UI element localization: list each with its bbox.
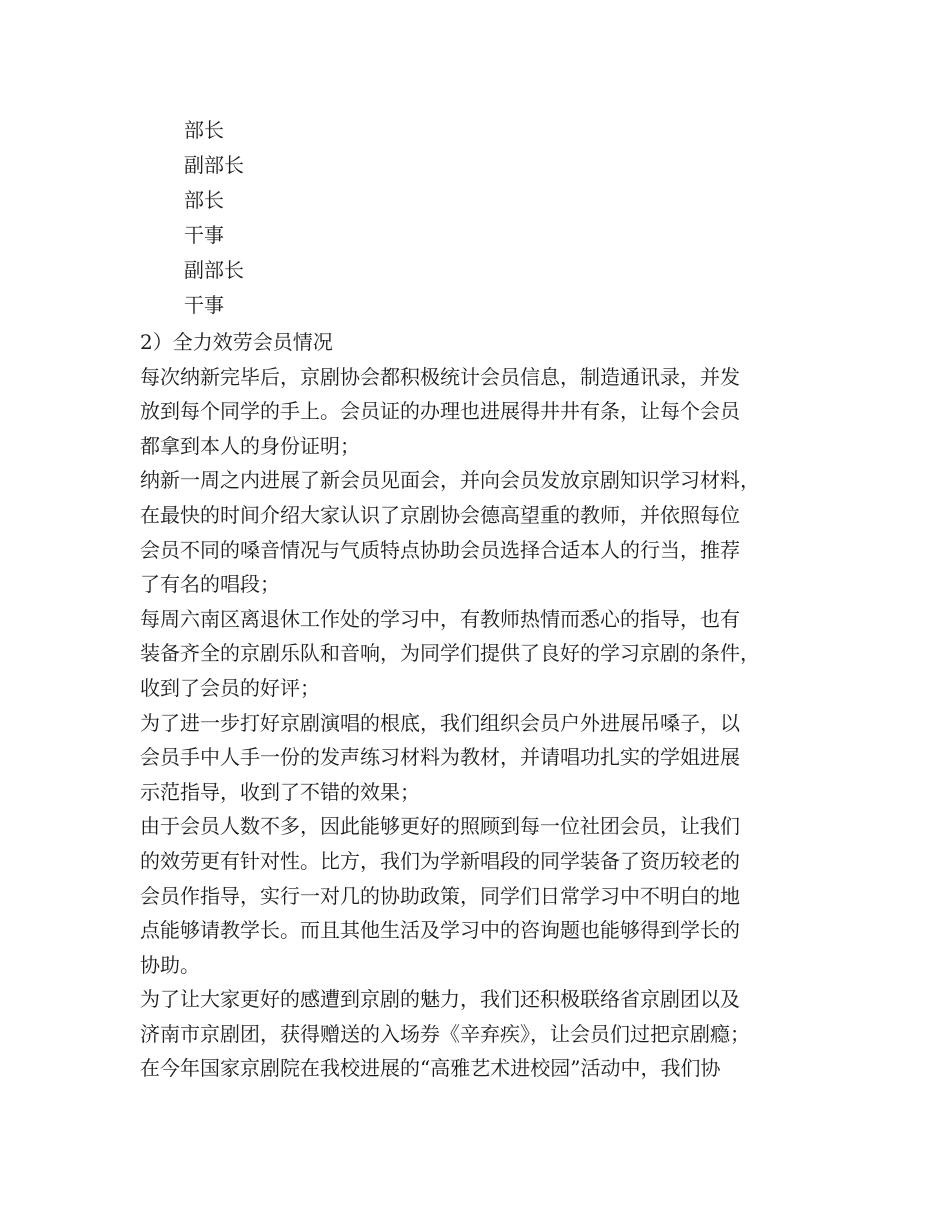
role-list: [184, 113, 244, 323]
role-item: 部长: [184, 118, 224, 142]
text-line: 每周六南区离退休工作处的学习中，有教师热情而悉心的指导，也有: [140, 606, 740, 631]
text-line: 装备齐全的京剧乐队和音响，为同学们提供了良好的学习京剧的条件，: [140, 641, 760, 666]
text-line: 每次纳新完毕后，京剧协会都积极统计会员信息，制造通讯录，并发: [140, 364, 740, 389]
paragraph-4: [140, 706, 820, 810]
text-line: 在今年国家京剧院在我校进展的“高雅艺术进校园”活动中，我们协: [140, 1056, 721, 1081]
text-line: 放到每个同学的手上。会员证的办理也进展得井井有条，让每个会员: [140, 399, 740, 424]
paragraph-1: [140, 360, 820, 464]
text-line: 会员不同的嗓音情况与气质特点协助会员选择合适本人的行当，推荐: [140, 537, 740, 562]
text-line: 由于会员人数不多，因此能够更好的照顾到每一位社团会员，让我们: [140, 814, 740, 839]
text-line: 了有名的唱段；: [140, 572, 280, 597]
paragraph-3: [140, 602, 820, 706]
paragraph-6: [140, 982, 820, 1086]
text-line: 会员作指导，实行一对几的协助政策，同学们日常学习中不明白的地: [140, 883, 740, 908]
role-item: 副部长: [184, 153, 244, 177]
text-line: 济南市京剧团，获得赠送的入场券《辛弃疾》，让会员们过把京剧瘾；: [140, 1021, 750, 1046]
text-line: 都拿到本人的身份证明；: [140, 433, 360, 458]
text-line: 点能够请教学长。而且其他生活及学习中的咨询题也能够得到学长的: [140, 918, 740, 943]
text-line: 为了让大家更好的感遭到京剧的魅力，我们还积极联络省京剧团以及: [140, 987, 740, 1012]
text-line: 为了进一步打好京剧演唱的根底，我们组织会员户外进展吊嗓子，以: [140, 710, 740, 735]
text-line: 协助。: [140, 952, 200, 977]
role-item: 干事: [184, 223, 224, 247]
paragraph-2: [140, 463, 820, 601]
text-line: 在最快的时间介绍大家认识了京剧协会德高望重的教师，并依照每位: [140, 502, 740, 527]
role-item: 部长: [184, 188, 224, 212]
text-line: 示范指导，收到了不错的效果；: [140, 779, 420, 804]
section-heading: 2）全力效劳会员情况: [140, 330, 333, 354]
role-item: 干事: [184, 293, 224, 317]
text-line: 会员手中人手一份的发声练习材料为教材，并请唱功扎实的学姐进展: [140, 745, 740, 770]
document-body: [140, 325, 820, 1086]
text-line: 收到了会员的好评；: [140, 675, 320, 700]
text-line: 纳新一周之内进展了新会员见面会，并向会员发放京剧知识学习材料，: [140, 468, 760, 493]
text-line: 的效劳更有针对性。比方，我们为学新唱段的同学装备了资历较老的: [140, 848, 740, 873]
paragraph-5: [140, 809, 820, 982]
role-item: 副部长: [184, 258, 244, 282]
